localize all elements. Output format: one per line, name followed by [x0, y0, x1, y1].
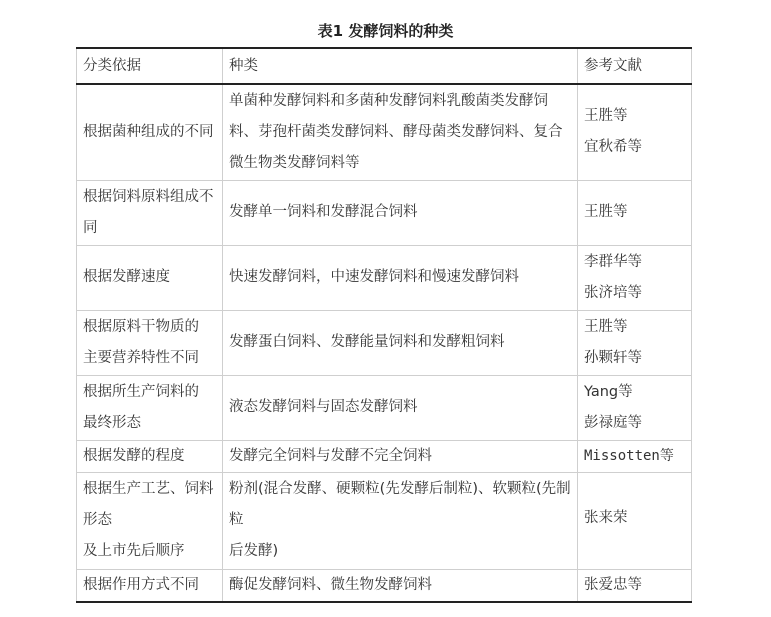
table-header [77, 48, 692, 84]
ref-text: 宜秋希等 [584, 139, 642, 156]
basis-text: 最终形态 [83, 414, 141, 431]
kinds-text: 酶促发酵饲料、微生物发酵饲料 [229, 576, 432, 593]
table-row [77, 180, 692, 245]
table-caption: 表1 发酵饲料的种类 [317, 22, 454, 40]
ref-text: 王胜等 [584, 204, 628, 220]
kinds-text: 发酵蛋白饲料、发酵能量饲料和发酵粗饲料 [229, 334, 505, 350]
table-row [77, 440, 692, 472]
table-row [77, 472, 692, 569]
ref-text: 彭禄庭等 [584, 414, 642, 431]
header-kinds: 种类 [223, 48, 578, 84]
header-row [77, 48, 692, 84]
kinds-cell [223, 440, 578, 472]
basis-cell [77, 180, 223, 245]
table-body [77, 84, 692, 602]
kinds-cell [223, 310, 578, 375]
ref-text: 张济培等 [584, 284, 642, 301]
kinds-cell [223, 245, 578, 310]
basis-cell [77, 440, 223, 472]
refs-cell [578, 84, 692, 180]
basis-text: 根据发酵的程度 [83, 447, 185, 464]
refs-cell [578, 310, 692, 375]
header-basis: 分类依据 [77, 48, 223, 84]
basis-text: 根据作用方式不同 [83, 576, 199, 593]
kinds-text: 发酵单一饲料和发酵混合饲料 [229, 204, 418, 220]
kinds-cell [223, 569, 578, 602]
table-row [77, 310, 692, 375]
basis-text: 主要营养特性不同 [83, 349, 199, 366]
kinds-text: 后发酵) [229, 543, 279, 559]
basis-text: 及上市先后顺序 [83, 543, 185, 559]
ref-text: 张来荣 [584, 509, 628, 526]
refs-cell [578, 472, 692, 569]
table-row [77, 245, 692, 310]
kinds-cell [223, 180, 578, 245]
ref-text: 孙颗轩等 [584, 349, 642, 366]
basis-text: 根据生产工艺、饲料形态 [83, 481, 214, 528]
ref-text: Missotten等 [584, 447, 674, 464]
basis-cell [77, 569, 223, 602]
ref-text: 王胜等 [584, 318, 628, 335]
table-row [77, 375, 692, 440]
ref-text: Yang等 [584, 383, 633, 400]
basis-text: 根据饲料原料组成不同 [83, 188, 214, 236]
basis-text: 根据发酵速度 [83, 269, 170, 285]
kinds-text: 快速发酵饲料，中速发酵饲料和慢速发酵饲料 [229, 269, 519, 285]
basis-cell [77, 245, 223, 310]
feed-types-table [76, 47, 692, 603]
kinds-text: 单菌种发酵饲料和多菌种发酵饲料乳酸菌类发酵饲料、芽孢杆菌类发酵饲料、酵母菌类发酵饲料、复合微生物类发酵饲料等 [229, 92, 563, 171]
kinds-cell [223, 375, 578, 440]
kinds-cell [223, 84, 578, 180]
ref-text: 李群华等 [584, 253, 642, 270]
basis-text: 根据所生产饲料的 [83, 383, 199, 400]
header-references: 参考文献 [578, 48, 692, 84]
kinds-text: 粉剂(混合发酵、硬颗粒(先发酵后制粒)、软颗粒(先制粒 [229, 481, 571, 528]
basis-cell [77, 84, 223, 180]
basis-cell [77, 375, 223, 440]
basis-text: 根据原料干物质的 [83, 318, 199, 335]
kinds-text: 发酵完全饲料与发酵不完全饲料 [229, 447, 432, 464]
ref-text: 张爱忠等 [584, 576, 642, 593]
refs-cell [578, 440, 692, 472]
kinds-text: 液态发酵饲料与固态发酵饲料 [229, 399, 418, 415]
ref-text: 王胜等 [584, 108, 628, 125]
basis-cell [77, 310, 223, 375]
table-row [77, 569, 692, 602]
table-row [77, 84, 692, 180]
kinds-cell [223, 472, 578, 569]
refs-cell [578, 245, 692, 310]
refs-cell [578, 180, 692, 245]
refs-cell [578, 375, 692, 440]
refs-cell [578, 569, 692, 602]
basis-cell [77, 472, 223, 569]
basis-text: 根据菌种组成的不同 [83, 123, 214, 140]
